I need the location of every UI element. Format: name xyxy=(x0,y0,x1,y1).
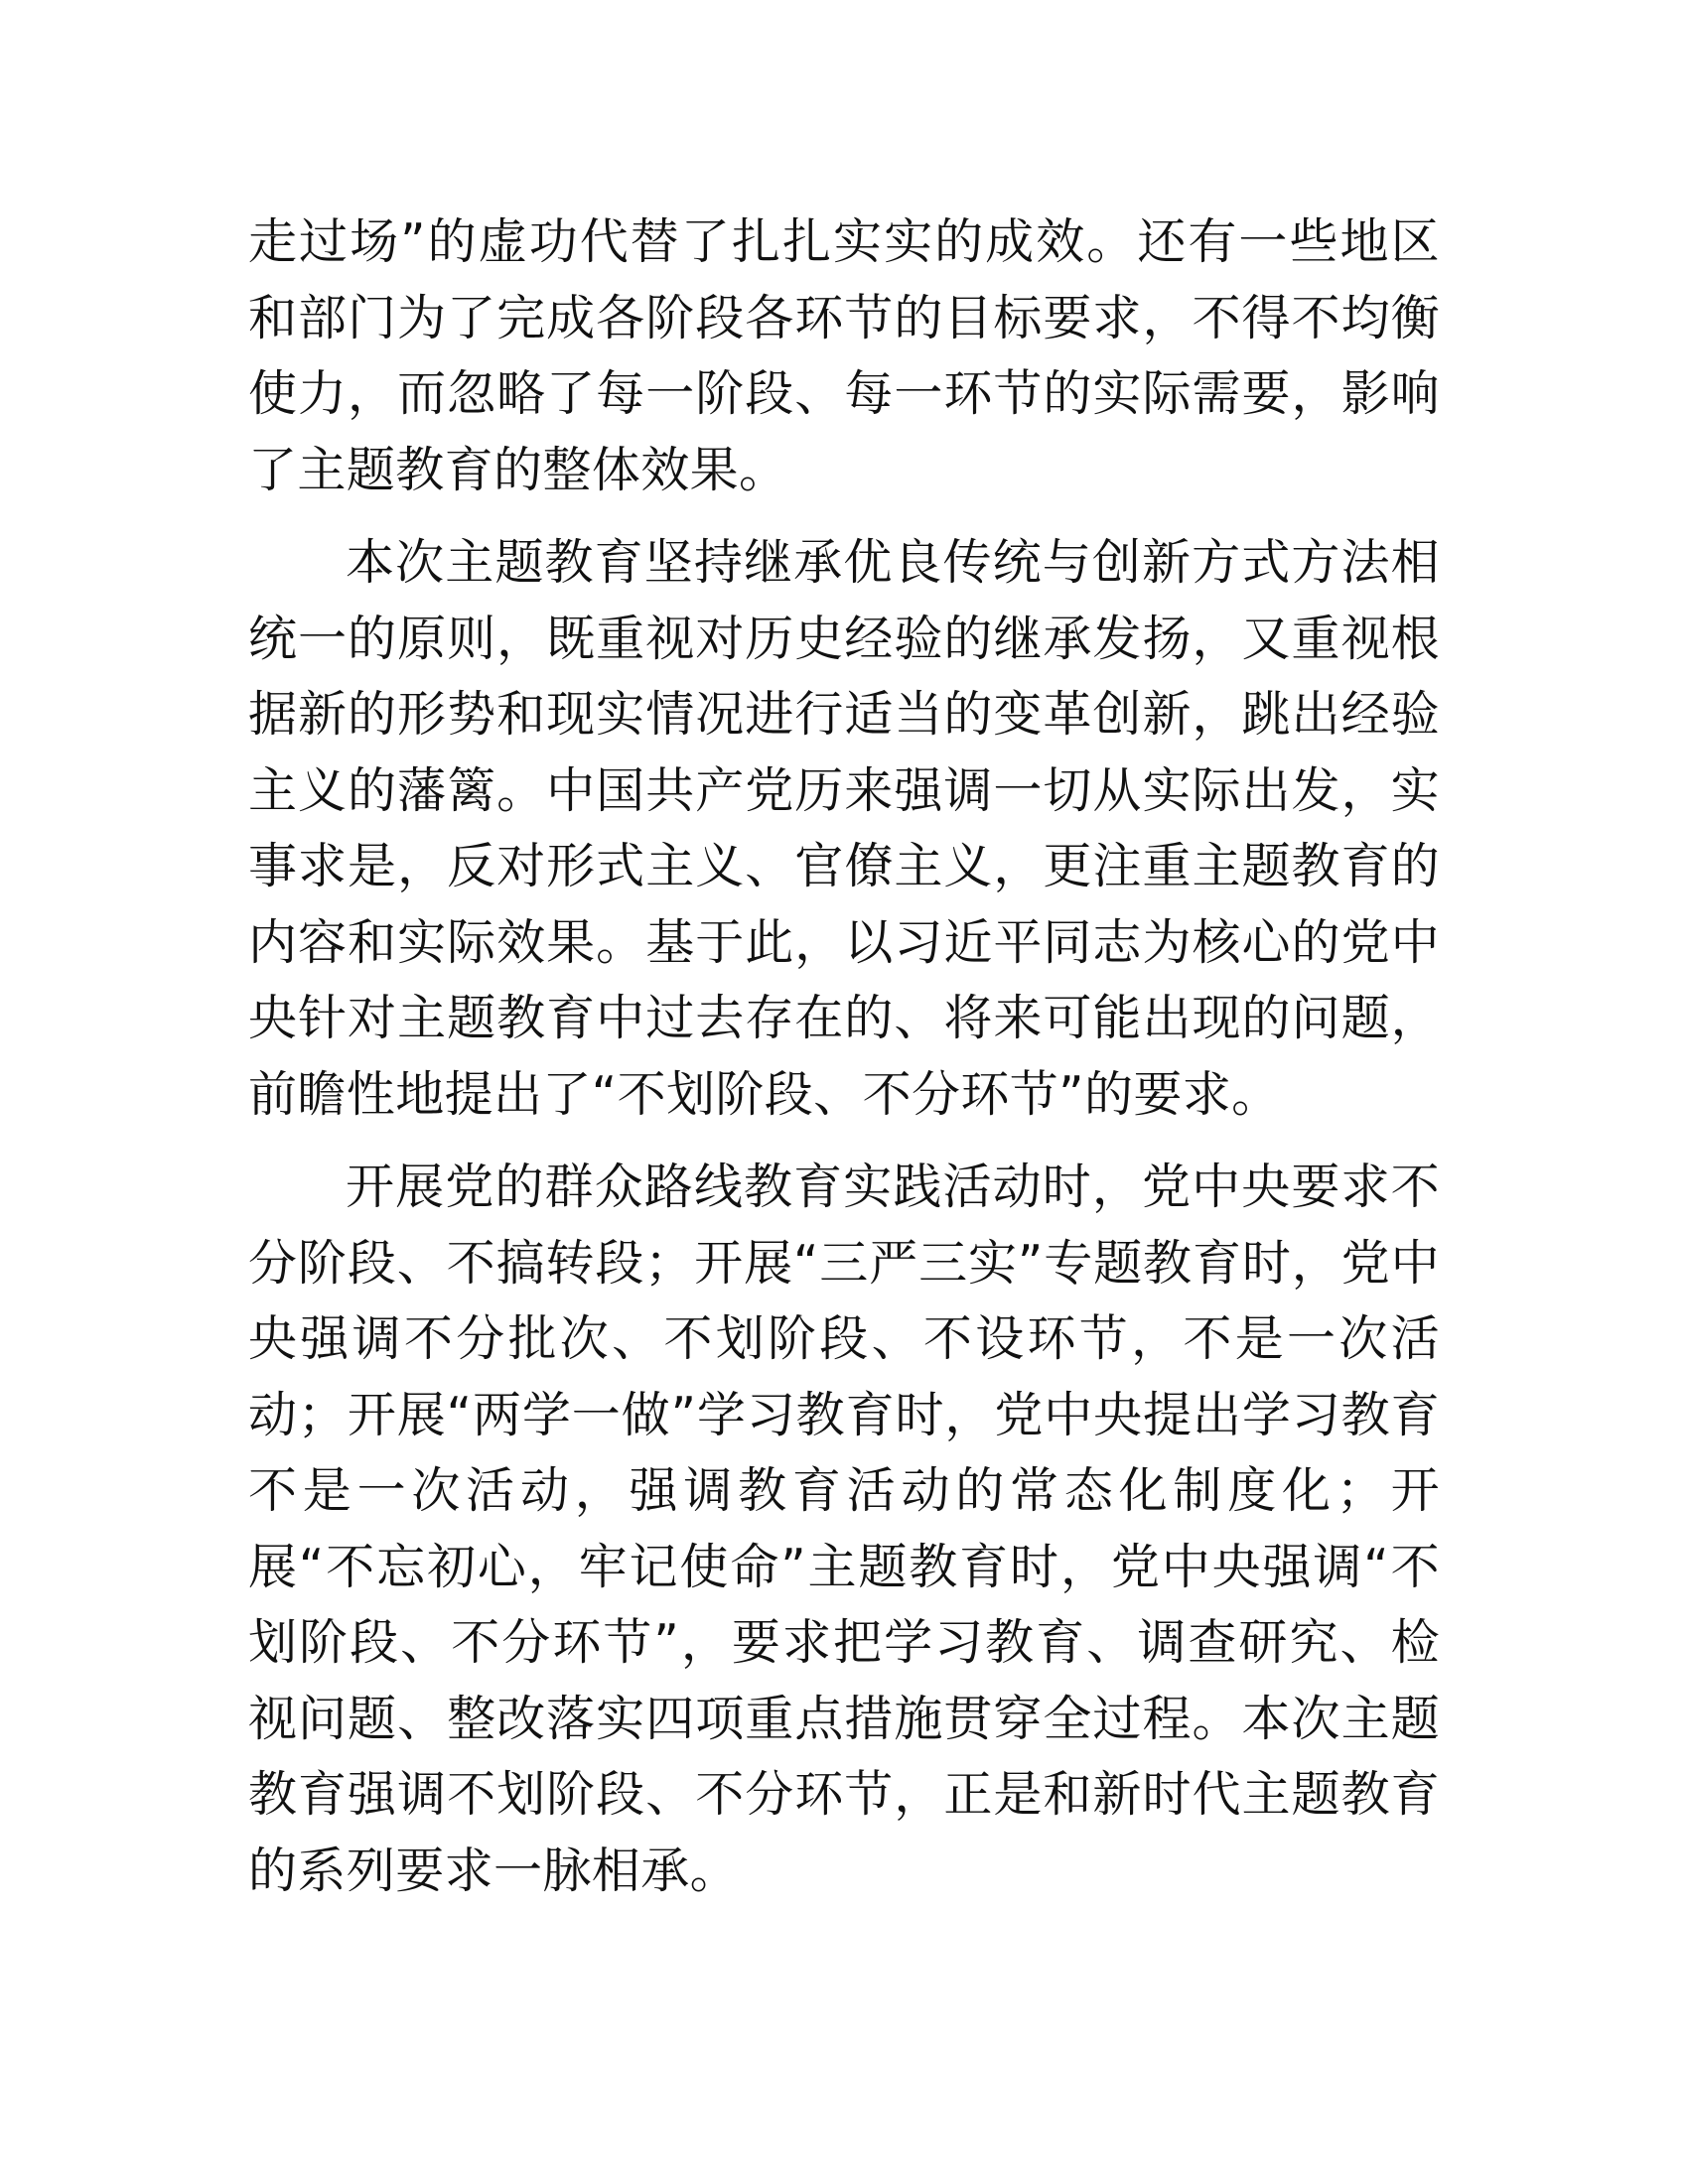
paragraph-2: 本次主题教育坚持继承优良传统与创新方式方法相统一的原则，既重视对历史经验的继承发扬，又重视根据新的形势和现实情况进行适当的变革创新，跳出经验主义的藩篱。中国共产党历来强调一切从实际出发，实事求是，反对形式主义、官僚主义，更注重主题教育的内容和实际效果。基于此，以习近平同志为核心的党中央针对主题教育中过去存在的、将来可能出现的问题，前瞻性地提出了“不划阶段、不分环节”的要求。 xyxy=(248,534,1440,1123)
paragraph-3: 开展党的群众路线教育实践活动时，党中央要求不分阶段、不搞转段；开展“三严三实”专题教育时，党中央强调不分批次、不划阶段、不设环节，不是一次活动；开展“两学一做”学习教育时，党中央提出学习教育不是一次活动，强调教育活动的常态化制度化；开展“不忘初心，牢记使命”主题教育时，党中央强调“不划阶段、不分环节”，要求把学习教育、调查研究、检视问题、整改落实四项重点措施贯穿全过程。本次主题教育强调不划阶段、不分环节，正是和新时代主题教育的系列要求一脉相承。 xyxy=(248,1159,1440,1899)
paragraph-1: 走过场”的虚功代替了扎扎实实的成效。还有一些地区和部门为了完成各阶段各环节的目标要求，不得不均衡使力，而忽略了每一阶段、每一环节的实际需要，影响了主题教育的整体效果。 xyxy=(248,213,1440,498)
document-body xyxy=(248,205,1440,1926)
